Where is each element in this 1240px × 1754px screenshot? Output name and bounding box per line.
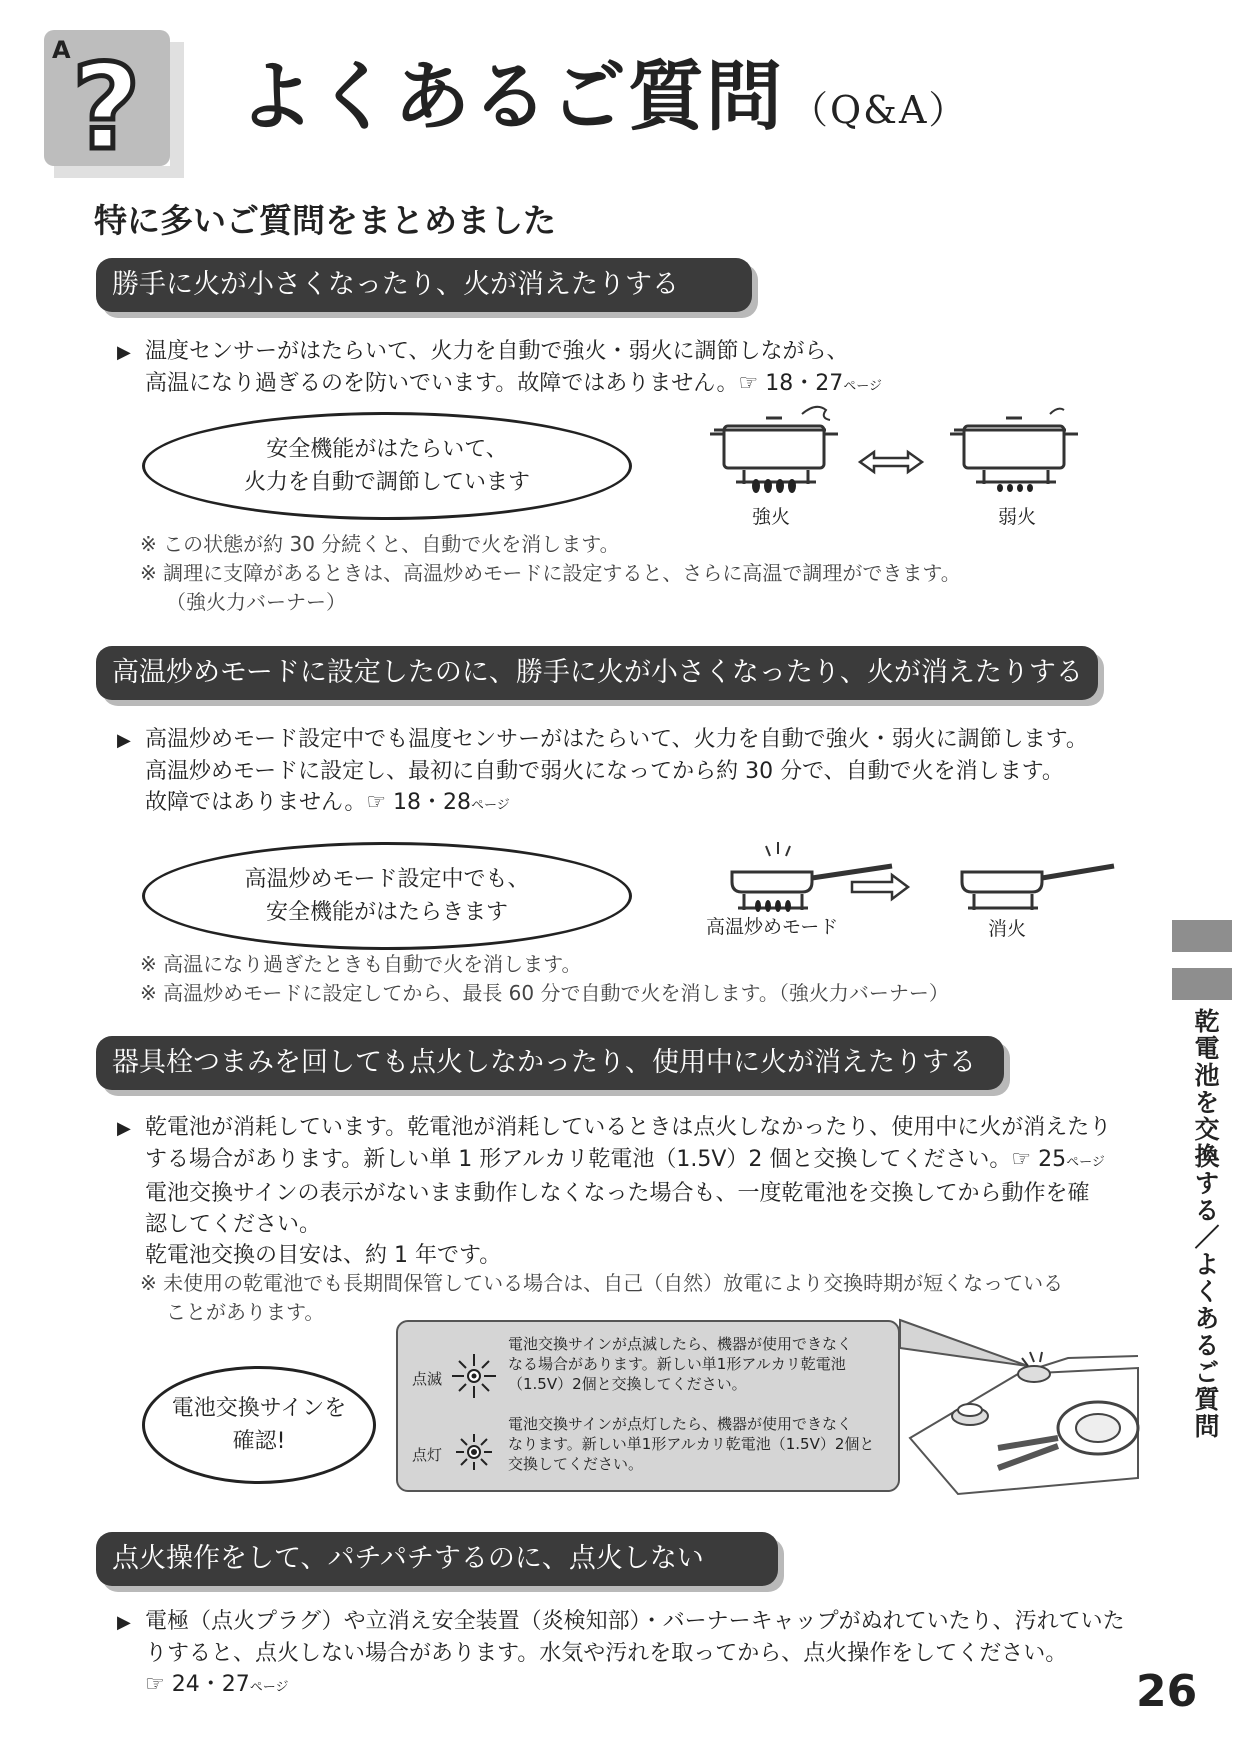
note-line: ことがあります。 [166,1300,325,1324]
pot-strong-weak-illustration [706,404,1086,504]
section-heading-1: 勝手に火が小さくなったり、火が消えたりする [96,258,752,312]
body-line: 乾電池交換の目安は、約 1 年です。 [145,1243,502,1268]
body-line: 電極（点火プラグ）や立消え安全装置（炎検知部）・バーナーキャップがぬれていたり、汚れていた [145,1609,1125,1634]
oval-line: 確認! [232,1429,286,1454]
badge-letter: A [52,36,71,64]
section-2-notes [140,950,949,1008]
double-arrow-icon [860,452,922,472]
frypan-off-icon [962,866,1114,910]
note-line: ※ この状態が約 30 分続くと、自動で火を消します。 [140,532,620,556]
question-mark-icon: ? [72,38,141,176]
note-line: ※ 高温になり過ぎたときも自動で火を消します。 [140,952,582,976]
body-line: ☞ 24・27 [145,1672,250,1697]
page-ref-suffix: ページ [471,798,510,813]
blinking-indicator-icon [450,1352,498,1400]
section-heading-3: 器具栓つまみを回しても点火しなかったり、使用中に火が消えたりする [96,1036,1004,1090]
body-line: 電池交換サインの表示がないまま動作しなくなった場合も、一度乾電池を交換してから動作を確 [145,1181,1090,1206]
page-title-text: よくあるご質問 [238,52,784,141]
blink-label: 点滅 [412,1370,443,1388]
lit-text: 電池交換サインが点灯したら、機器が使用できなく なります。新しい単1形アルカリ乾電池（1.5V）2個と 交換してください。 [508,1415,875,1473]
qa-badge-icon [44,30,186,180]
callout-oval-1 [142,412,632,520]
body-line: りすると、点火しない場合があります。水気や汚れを取ってから、点火操作をしてください。 [145,1641,1068,1666]
caption-strong: 強火 [752,506,791,528]
triangle-bullet-icon: ▶ [117,730,131,751]
battery-indicator-icon [1018,1366,1050,1382]
section-2-body [117,724,1088,821]
section-4-body [117,1606,1125,1703]
page-title-suffix: （Q&A） [790,88,969,132]
frypan-mode-illustration [718,838,1118,922]
page-number: 26 [1136,1666,1198,1717]
oval-line: 火力を自動で調節しています [243,470,530,495]
section-3-body [117,1112,1111,1271]
page-subtitle: 特に多いご質問をまとめました [94,201,556,240]
page-title [238,52,968,155]
side-tab-marker [1172,968,1232,1000]
battery-sign-info-box [396,1320,900,1492]
body-line: 故障ではありません。☞ 18・28 [145,790,472,815]
note-line: ※ 高温炒めモードに設定してから、最長 60 分で自動で火を消します。（強火力バーナー） [140,981,949,1005]
note-line: ※ 調理に支障があるときは、高温炒めモードに設定すると、さらに高温で調理ができます。 [140,561,961,585]
side-section-label: 乾電池を交換する／よくあるご質問 [1191,1008,1220,1440]
triangle-bullet-icon: ▶ [117,1118,131,1139]
body-line: 認してください。 [145,1212,322,1237]
section-1-notes [140,530,961,617]
section-heading-4: 点火操作をして、パチパチするのに、点火しない [96,1532,778,1586]
pot-weak-icon [950,409,1078,484]
body-line: 乾電池が消耗しています。乾電池が消耗しているときは点火しなかったり、使用中に火が消えたり [145,1115,1112,1140]
callout-oval-2 [142,842,632,950]
pot-strong-icon [710,407,838,484]
oval-line: 安全機能がはたらきます [265,900,508,925]
callout-oval-3 [142,1366,376,1484]
body-line: 高温炒めモードに設定し、最初に自動で弱火になってから約 30 分で、自動で火を消します。 [145,759,1064,784]
stovetop-illustration [898,1318,1144,1498]
callout-pointer [900,1320,1028,1366]
body-line: 高温炒めモード設定中でも温度センサーがはたらいて、火力を自動で強火・弱火に調節します。 [145,727,1088,752]
triangle-bullet-icon: ▶ [117,1612,131,1633]
section-heading-2: 高温炒めモードに設定したのに、勝手に火が小さくなったり、火が消えたりする [96,646,1098,700]
lit-indicator-icon [452,1430,496,1474]
page-ref-suffix: ページ [1066,1155,1105,1170]
section-1-body [117,336,882,402]
side-tab-marker [1172,920,1232,952]
caption-weak: 弱火 [998,506,1037,528]
caption-off: 消火 [988,918,1027,940]
oval-line: 高温炒めモード設定中でも、 [244,867,530,892]
oval-line: 安全機能がはたらいて、 [266,437,508,462]
triangle-bullet-icon: ▶ [117,342,131,363]
blink-text: 電池交換サインが点滅したら、機器が使用できなく なる場合があります。新しい単1形アルカリ乾電池 （1.5V）2個と交換してください。 [508,1335,852,1393]
caption-high-mode: 高温炒めモード [706,916,839,938]
page-ref-suffix: ページ [843,379,883,394]
body-line: する場合があります。新しい単 1 形アルカリ乾電池（1.5V）2 個と交換してください。☞ 25 [145,1147,1067,1172]
flame-high-icon [755,900,791,912]
flame-weak-icon [997,484,1033,492]
right-arrow-icon [852,875,908,899]
body-line: 温度センサーがはたらいて、火力を自動で強火・弱火に調節しながら、 [145,339,849,364]
frypan-hot-icon [732,842,892,910]
lit-label: 点灯 [412,1446,443,1464]
note-line: ※ 未使用の乾電池でも長期間保管している場合は、自己（自然）放電により交換時期が短くなっている [140,1271,1064,1295]
body-line: 高温になり過ぎるのを防いでいます。故障ではありません。☞ 18・27 [145,371,844,396]
oval-line: 電池交換サインを [171,1396,347,1421]
page-ref-suffix: ページ [249,1680,289,1695]
note-line: （強火力バーナー） [166,590,346,614]
